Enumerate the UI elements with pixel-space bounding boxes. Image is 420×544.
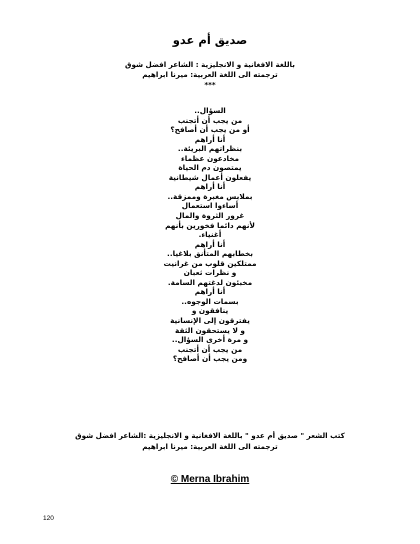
- poem-title: صديق أم عدو: [172, 33, 248, 47]
- poem-line: من يجب أن أتجنب: [177, 115, 243, 125]
- poem-line: ينافقون و: [191, 306, 229, 316]
- poem-line: يمتصون دم الحياة: [178, 163, 242, 173]
- poem-line: يفترقون إلى الإنسانية: [170, 316, 250, 326]
- poem-line: أنا أراهم: [194, 182, 226, 192]
- poem-line: أنا أراهم: [194, 287, 226, 297]
- poem-line: و مرة أخرى السؤال..: [171, 335, 249, 345]
- poem-line: مخبئون لدغتهم السامة.: [167, 277, 253, 287]
- poem-line: غرور الثروة والمال: [175, 211, 245, 221]
- poem-line: أنا أراهم: [194, 134, 226, 144]
- poem-line: بملابس مغبرة وممزقة..: [167, 191, 253, 201]
- poem-line: السؤال..: [194, 106, 226, 115]
- source-credit: باللغة الافغانية و الانجليزية : الشاعر افضل شوق: [125, 60, 295, 69]
- poem-line: ممتلكين قلوب من غرانيت: [163, 258, 257, 268]
- page-number: 120: [43, 515, 54, 522]
- footer-translator: ترجمته الى اللغة العربية: ميرنا ابراهيم: [142, 442, 278, 451]
- poem-line: و نظرات ثعبان: [183, 268, 237, 278]
- poem-line: و لا يستحقون الثقة: [175, 325, 245, 335]
- poem-body: [0, 106, 420, 364]
- poem-line: لأنهم دائما فخورين بأنهم: [165, 220, 255, 230]
- copyright-notice: © Merna Ibrahim: [170, 474, 250, 485]
- poem-line: بخطابهم المتأنق بلاغيا..: [167, 249, 253, 259]
- translator-credit: ترجمته الى اللغة العربية: ميرنا ابراهيم: [142, 70, 278, 79]
- poem-line: بنظراتهم البريئة..: [177, 144, 243, 154]
- poem-line: أغنياء.: [198, 230, 222, 240]
- poem-line: يفعلون أعمال شيطانية: [168, 172, 252, 182]
- footer-credit: كتب الشعر " صديق أم عدو " باللغة الافغانية و الانجليزية :الشاعر افضل شوق: [75, 431, 345, 440]
- poem-line: من يجب أن أتجنب: [177, 344, 243, 354]
- poem-line: أنا أراهم: [194, 239, 226, 249]
- poem-line: أو من يجب أن أصافح؟: [170, 125, 250, 135]
- poem-line: أساءوا استعمال: [181, 201, 239, 211]
- poem-line: ومن يجب أن أصافح؟: [172, 354, 248, 364]
- section-separator: ***: [204, 80, 216, 89]
- poem-line: بسمات الوجوه..: [181, 296, 239, 306]
- poem-line: مخادعون عظماء: [180, 153, 240, 163]
